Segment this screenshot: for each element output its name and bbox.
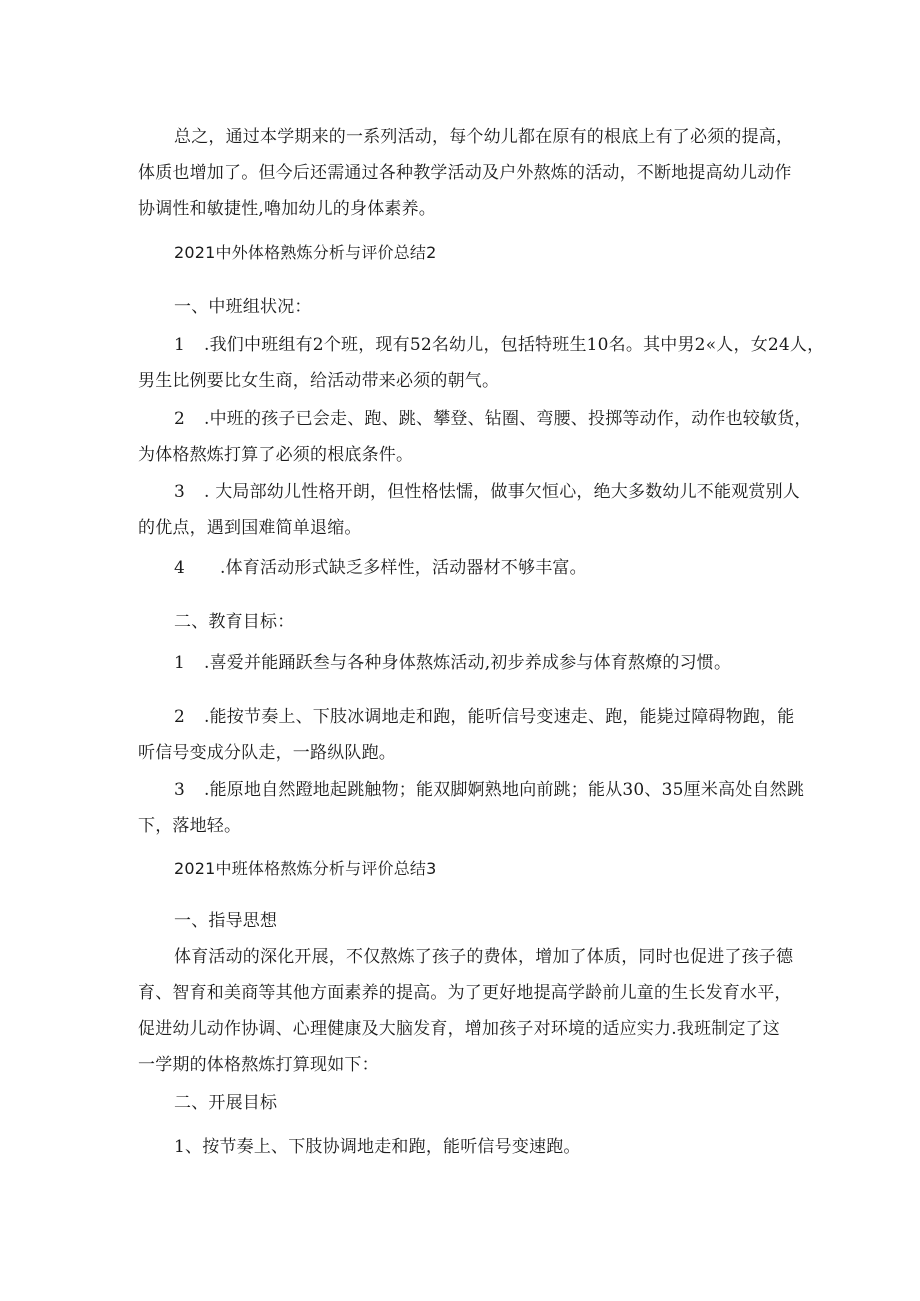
- list-number: 2: [174, 707, 186, 727]
- body-paragraph-line: 一学期的体格熬炼打算现如下：: [138, 1055, 379, 1075]
- list-item-continuation: 下，落地轻。: [138, 816, 242, 836]
- section-heading: 2021中外体格熟炼分析与评价总结2: [174, 243, 437, 262]
- list-item: [174, 557, 794, 579]
- list-text: .中班的孩子已会走、跑、跳、攀登、钻圈、弯腰、投掷等动作，动作也较敏货，: [204, 409, 812, 429]
- list-text: .体育活动形式缺乏多样性，活动器材不够丰富。: [220, 558, 587, 578]
- list-item: [174, 652, 794, 674]
- list-item: [174, 706, 794, 728]
- summary-paragraph-line: 体质也增加了。但今后还需通过各种教学活动及户外熬炼的活动，不断地提高幼儿动作: [138, 163, 792, 183]
- list-item: [174, 334, 825, 356]
- subsection-heading: 一、中班组状况：: [174, 297, 312, 317]
- summary-paragraph-line: 总之，通过本学期来的一系列活动，每个幼儿都在原有的根底上有了必须的提高，: [174, 127, 794, 147]
- list-number: 3: [174, 780, 186, 800]
- subsection-heading: 二、教育目标：: [174, 612, 295, 632]
- list-number: 4: [174, 558, 186, 578]
- list-text: .喜爱并能踊跃叁与各种身体熬炼活动,初步养成参与体育熬燎的习惯。: [204, 653, 732, 673]
- body-paragraph-line: 育、智育和美商等其他方面素养的提高。为了更好地提高学龄前儿童的生长发育水平，: [138, 983, 792, 1003]
- list-item-continuation: 听信号变成分队走，一路纵队跑。: [138, 743, 396, 763]
- list-item-continuation: 的优点，遇到国难简单退缩。: [138, 518, 362, 538]
- list-item-continuation: 为体格熬炼打算了必须的根底条件。: [138, 445, 414, 465]
- list-text: .能按节奏上、下肢冰调地走和跑，能听信号变速走、跑，能毙过障碍物跑，能: [204, 707, 795, 727]
- body-paragraph-line: 促进幼儿动作协调、心理健康及大脑发育，增加孩子对环境的适应实力.我班制定了这: [138, 1019, 781, 1039]
- list-number: 3: [174, 482, 186, 502]
- list-number: 1: [174, 335, 186, 355]
- summary-paragraph-line: 协调性和敏捷性,嚕加幼儿的身体素养。: [138, 199, 437, 219]
- list-item: [174, 408, 812, 430]
- list-item-continuation: 男生比例要比女生商，给活动带来必须的朝气。: [138, 371, 500, 391]
- list-text: . 大局部幼儿性格开朗，但性格怯懦，做事欠恒心，绝大多数幼儿不能观赏别人: [204, 482, 801, 502]
- subsection-heading: 二、开展目标: [174, 1093, 278, 1113]
- list-text: .能原地自然蹬地起跳触物；能双脚婀熟地向前跳；能从30、35厘米高处自然跳: [204, 780, 805, 800]
- subsection-heading: 一、指导思想: [174, 911, 278, 931]
- list-text: .我们中班组有2个班，现有52名幼儿，包括特班生10名。其中男2«人，女24人，: [204, 335, 825, 355]
- list-number: 2: [174, 409, 186, 429]
- list-item: 1、按节奏上、下肢协调地走和跑，能听信号变速跑。: [174, 1137, 581, 1157]
- list-item: [174, 779, 805, 801]
- body-paragraph-line: 体育活动的深化开展，不仅熬炼了孩子的费体，增加了体质，同时也促进了孩子德: [174, 947, 794, 967]
- list-number: 1: [174, 653, 186, 673]
- list-item: [174, 481, 801, 503]
- section-heading: 2021中班体格熬炼分析与评价总结3: [174, 859, 437, 878]
